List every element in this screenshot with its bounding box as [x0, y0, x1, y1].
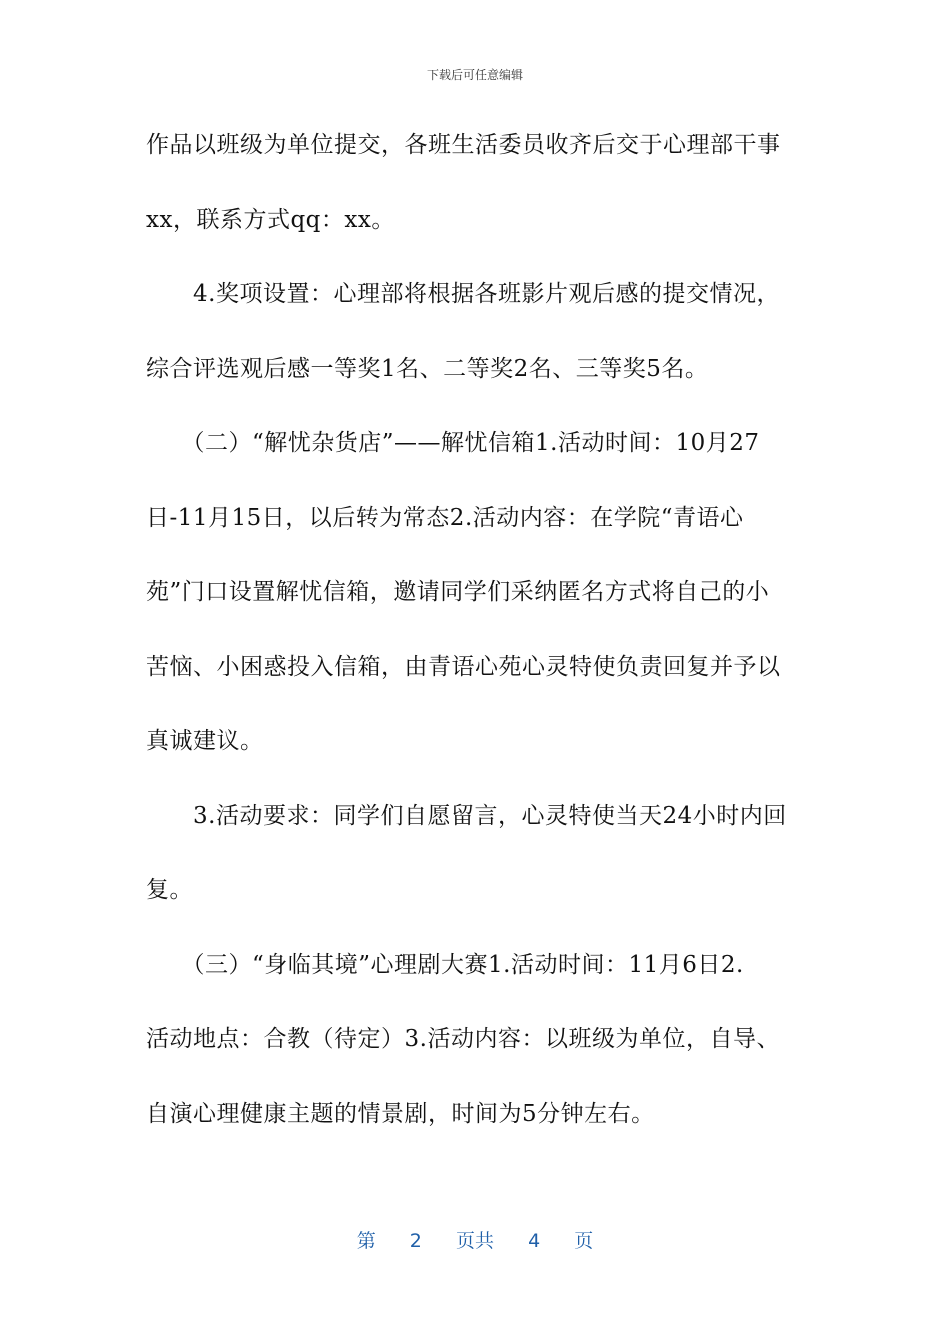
page-footer [0, 1226, 950, 1253]
body-line: 复。 [146, 877, 193, 903]
footer-page-prefix: 第 [356, 1230, 376, 1252]
footer-page-suffix: 页 [574, 1230, 594, 1252]
body-line: （二）“解忧杂货店”——解忧信箱1.活动时间：10月27 [146, 430, 760, 456]
body-line: 日-11月15日，以后转为常态2.活动内容：在学院“青语心 [146, 504, 744, 531]
body-line: 综合评选观后感一等奖1名、二等奖2名、三等奖5名。 [146, 355, 709, 382]
footer-page-total: 4 [528, 1230, 541, 1252]
body-line: 苦恼、小困惑投入信箱，由青语心苑心灵特使负责回复并予以 [146, 653, 781, 680]
body-line: 3.活动要求：同学们自愿留言，心灵特使当天24小时内回 [146, 802, 787, 829]
body-line: 真诚建议。 [146, 728, 264, 754]
body-line: 4.奖项设置：心理部将根据各班影片观后感的提交情况， [146, 281, 780, 307]
body-line: （三）“身临其境”心理剧大赛1.活动时间：11月6日2. [146, 951, 744, 978]
body-line: 苑”门口设置解忧信箱，邀请同学们采纳匿名方式将自己的小 [146, 579, 770, 605]
body-line: 自演心理健康主题的情景剧，时间为5分钟左右。 [146, 1100, 655, 1127]
footer-page-middle: 页共 [455, 1230, 494, 1252]
body-line: 活动地点：合教（待定）3.活动内容：以班级为单位，自导、 [146, 1026, 780, 1052]
document-body [146, 122, 808, 1165]
body-line: xx，联系方式qq：xx。 [146, 206, 395, 233]
header-note: 下载后可任意编辑 [426, 68, 523, 82]
body-line: 作品以班级为单位提交，各班生活委员收齐后交于心理部干事 [146, 132, 781, 158]
footer-page-number: 2 [409, 1230, 422, 1252]
